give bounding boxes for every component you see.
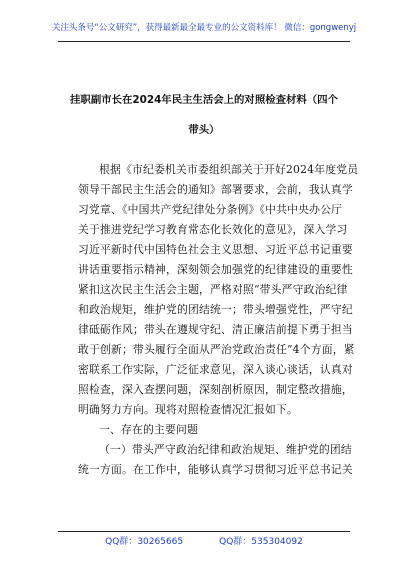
body-line: 统一方面。在工作中，能够认真学习贯彻习近平总书记关 — [78, 463, 353, 476]
section-heading: 一、存在的主要问题 — [99, 423, 198, 436]
body-line: 密联系工作实际，广泛征求意见，深入谈心谈话，认真对 — [78, 363, 353, 376]
qq-group-number-2: 535304092 — [251, 537, 303, 547]
body-line: 关于推进党纪学习教育常态化长效化的意见》，深入学习 — [78, 223, 348, 236]
header-divider — [58, 41, 350, 42]
qq-group-label-1: QQ群： — [105, 537, 138, 547]
body-line: 领导干部民主生活会的通知》部署要求，会前，我认真学 — [78, 183, 353, 196]
body-line: 律砥砺作风；带头在遵规守纪、清正廉洁前提下勇于担当 — [78, 323, 353, 336]
subsection-heading: （一）带头严守政治纪律和政治规矩、维护党的团结 — [99, 443, 352, 456]
footer-banner — [0, 536, 408, 548]
body-line: 根据《市纪委机关市委组织部关于开好2024年度党员 — [99, 163, 359, 176]
body-line: 习党章、《中国共产党纪律处分条例》《中共中央办公厅 — [78, 203, 343, 216]
body-line: 讲话重要指示精神，深刻领会加强党的纪律建设的重要性 — [78, 263, 353, 276]
body-line: 照检查，深入查摆问题，深刻剖析原因，制定整改措施， — [78, 383, 353, 396]
body-line: 明确努力方向。现将对照检查情况汇报如下。 — [78, 403, 298, 416]
document-title-line-1: 挂职副市长在2024年民主生活会上的对照检查材料（四个 — [70, 94, 338, 106]
qq-group-label-2: QQ群： — [219, 537, 252, 547]
document-title-line-2: 带头） — [188, 124, 220, 136]
qq-group-number-1: 30265665 — [137, 537, 184, 547]
body-line: 敢于创新；带头履行全面从严治党政治责任”4个方面，紧 — [78, 343, 355, 356]
body-line: 紧扣这次民主生活会主题，严格对照“带头严守政治纪律 — [78, 283, 348, 296]
footer-divider — [58, 531, 350, 532]
header-banner-text: 关注头条号“公文研究”，获得最新最全最专业的公文资料库！ 微信： — [51, 23, 310, 33]
body-line: 习近平新时代中国特色社会主义思想、习近平总书记重要 — [78, 243, 353, 256]
wechat-id: gongwenyj — [309, 23, 357, 33]
body-line: 和政治规矩，维护党的团结统一；带头增强党性，严守纪 — [78, 303, 353, 316]
header-banner — [0, 22, 408, 34]
